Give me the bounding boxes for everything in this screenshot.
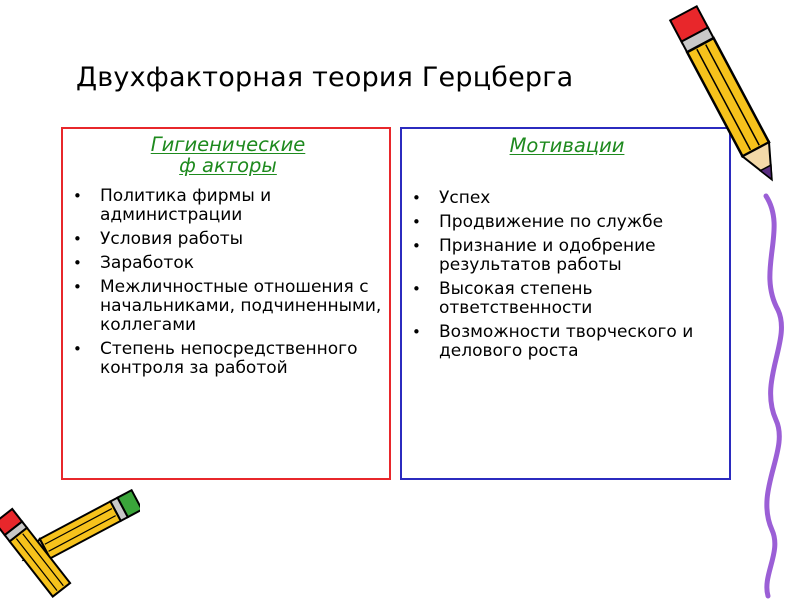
list-item: • Продвижение по службе [410, 213, 728, 232]
list-item: • Признание и одобрение результатов работы [410, 237, 728, 275]
motivators-heading: Мотивации [509, 134, 625, 157]
list-item: • Политика фирмы и администрации [71, 187, 386, 225]
list-item: • Успех [410, 189, 728, 208]
list-item: • Заработок [71, 254, 386, 273]
list-item: • Возможности творческого и делового роста [410, 323, 728, 361]
pencil-clipart-icon [668, 0, 788, 195]
slide-title: Двухфакторная теория Герцберга [76, 62, 574, 93]
motivators-list [410, 189, 728, 366]
purple-squiggle-icon [748, 190, 796, 600]
list-item: • Степень непосредственного контроля за работой [71, 340, 386, 378]
list-item: • Условия работы [71, 230, 386, 249]
hygiene-factors-list [71, 187, 386, 383]
hygiene-heading-line2: ф акторы [179, 154, 277, 177]
hygiene-heading-line1: Гигиенические [150, 133, 306, 156]
hygiene-factors-box [61, 127, 391, 480]
pencils-clipart-icon [0, 478, 140, 598]
list-item: • Межличностные отношения с начальниками, подчиненными, коллегами [71, 278, 386, 335]
list-item: • Высокая степень ответственности [410, 280, 728, 318]
hygiene-factors-heading [93, 134, 363, 176]
